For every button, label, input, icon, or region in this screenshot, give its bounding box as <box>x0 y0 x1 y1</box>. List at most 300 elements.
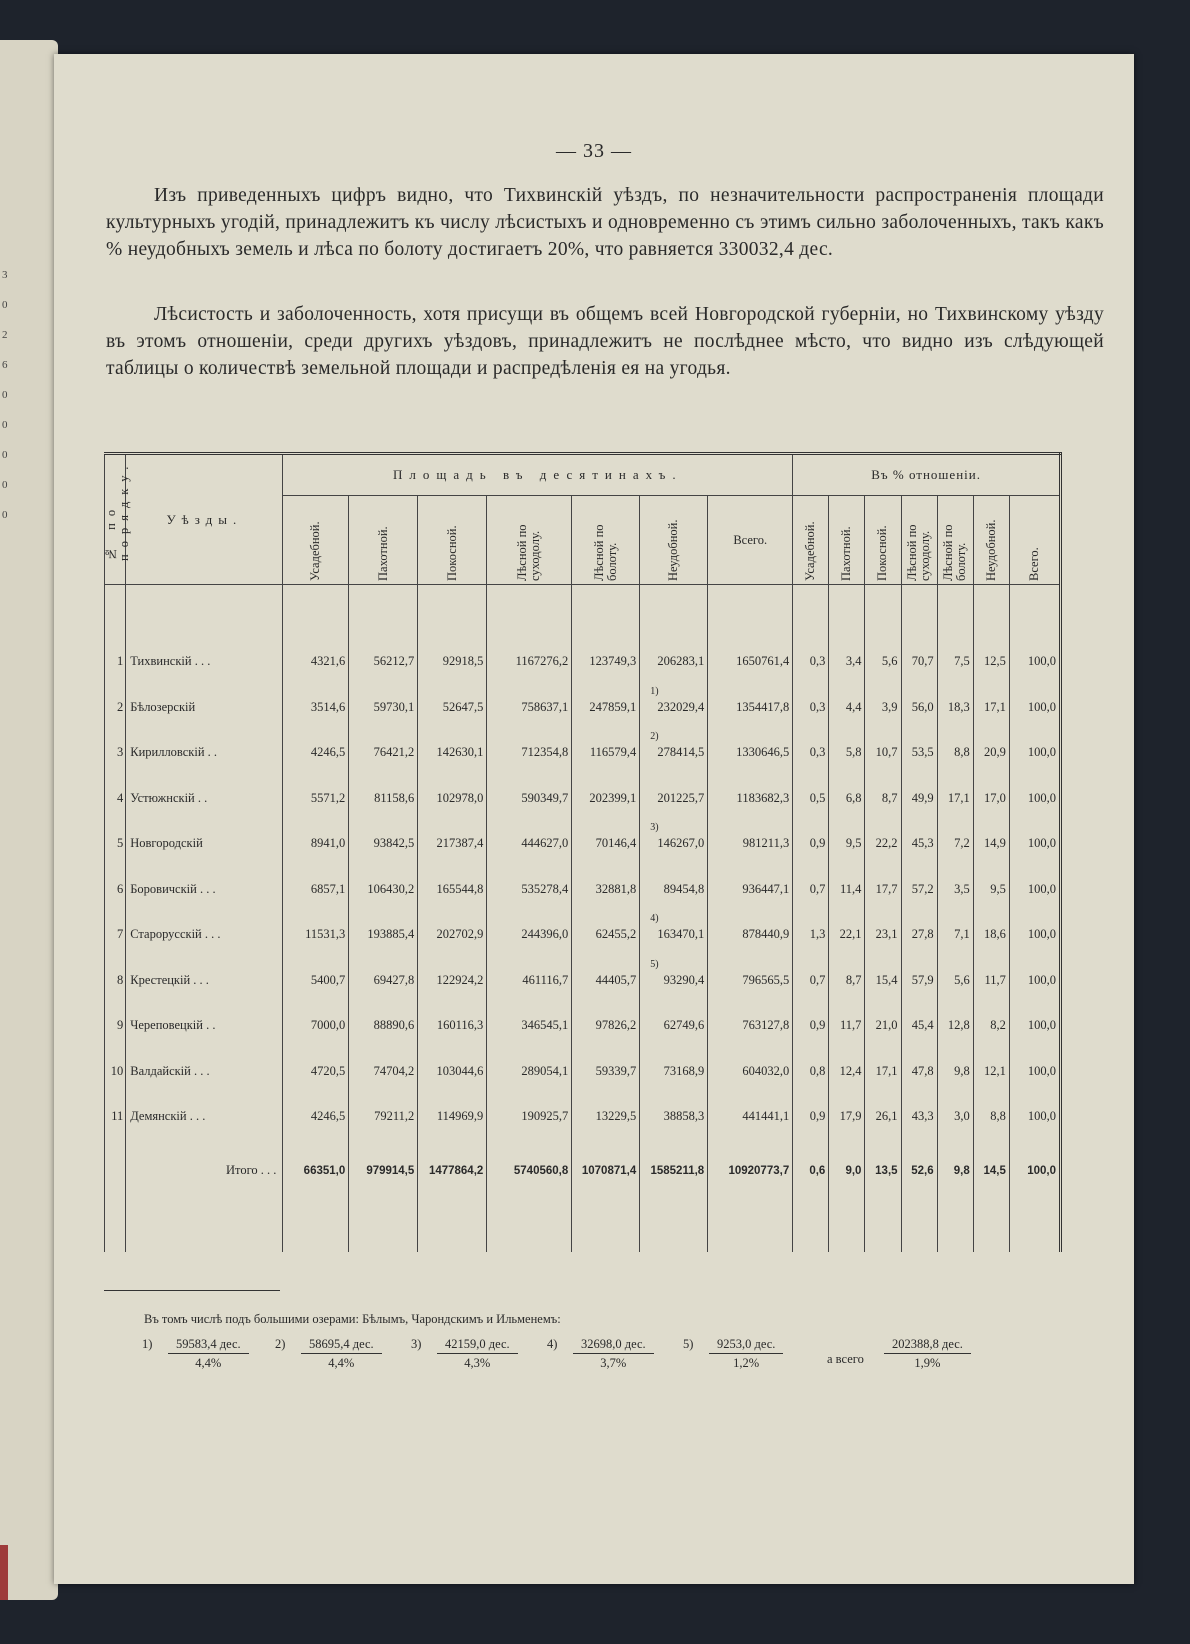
percent-value: 100,0 <box>1009 685 1060 731</box>
percent-value: 18,3 <box>937 685 973 731</box>
percent-value: 23,1 <box>865 912 901 958</box>
footnote-fraction <box>411 1337 518 1371</box>
area-value <box>487 1049 572 1095</box>
area-value <box>572 1094 640 1140</box>
district-name: Бѣлозерскій <box>126 685 283 731</box>
header-area-col: Усадебной. <box>283 496 349 585</box>
spacer-cell <box>105 1202 126 1252</box>
area-value <box>708 685 793 731</box>
percent-value: 26,1 <box>865 1094 901 1140</box>
percent-value: 5,8 <box>829 730 865 776</box>
area-value-text: 81158,6 <box>374 790 415 805</box>
area-value <box>640 821 708 867</box>
margin-mark: 0 <box>2 299 8 311</box>
district-name: Новгородскій <box>126 821 283 867</box>
area-value <box>487 867 572 913</box>
percent-value: 53,5 <box>901 730 937 776</box>
header-pct-col: Пахотной. <box>829 496 865 585</box>
area-value <box>572 1049 640 1095</box>
percent-value: 100,0 <box>1009 730 1060 776</box>
row-number: 1 <box>105 585 126 685</box>
table-total-row <box>105 1140 1061 1202</box>
area-value-text: 5571,2 <box>310 790 346 805</box>
percent-value: 45,4 <box>901 1003 937 1049</box>
paragraph-1: Изъ приведенныхъ цифръ видно, что Тихвинскій уѣздъ, по незначительности распространенія площади культурныхъ угодій, принадлежитъ къ числу лѣсистыхъ и одновременно съ этимъ сильно заболоченныхъ, такъ какъ % неудобныхъ земель и лѣса по болоту достигаетъ 20%, что равняется 330032,4 дес. <box>106 185 1104 260</box>
lake-percent: 3,7% <box>600 1356 627 1370</box>
area-value <box>487 685 572 731</box>
area-value <box>572 1140 640 1202</box>
area-value <box>487 730 572 776</box>
percent-value: 17,1 <box>973 685 1009 731</box>
row-number: 6 <box>105 867 126 913</box>
area-value-text: 4246,5 <box>310 1109 346 1124</box>
percent-value: 1,3 <box>793 912 829 958</box>
district-name: Тихвинскій . . . <box>126 585 283 685</box>
lake-area: 58695,4 дес. <box>301 1337 382 1354</box>
area-value-text: 103044,6 <box>436 1063 484 1078</box>
lake-total-area: 202388,8 дес. <box>884 1337 971 1354</box>
area-value <box>487 1140 572 1202</box>
percent-value: 3,9 <box>865 685 901 731</box>
area-value-text: 116579,4 <box>589 745 637 760</box>
percent-value: 47,8 <box>901 1049 937 1095</box>
district-name: Крестецкій . . . <box>126 958 283 1004</box>
area-value-text: 6857,1 <box>310 881 346 896</box>
footnote-fraction <box>275 1337 382 1371</box>
row-number: 4 <box>105 776 126 822</box>
spacer-cell <box>829 1202 865 1252</box>
area-value-text: 461116,7 <box>522 972 569 987</box>
percent-value: 3,4 <box>829 585 865 685</box>
area-value-text: 535278,4 <box>521 881 569 896</box>
footnote-marker: 2) <box>650 731 659 742</box>
page-number: — 33 — <box>556 140 632 162</box>
area-value <box>349 730 418 776</box>
header-row-number: № по порядку. <box>105 454 126 585</box>
percent-value: 100,0 <box>1009 776 1060 822</box>
percent-value: 12,4 <box>829 1049 865 1095</box>
area-value <box>708 1003 793 1049</box>
lake-percent: 4,4% <box>195 1356 222 1370</box>
area-value-text: 232029,4 <box>657 699 705 714</box>
header-district: Уѣзды. <box>126 454 283 585</box>
area-value-text: 62455,2 <box>595 927 637 942</box>
area-value <box>708 1094 793 1140</box>
area-value <box>708 730 793 776</box>
row-number: 3 <box>105 730 126 776</box>
area-value-text: 13229,5 <box>595 1109 637 1124</box>
percent-value: 12,1 <box>973 1049 1009 1095</box>
area-value-text: 69427,8 <box>373 972 415 987</box>
footnote-fraction <box>142 1337 249 1371</box>
header-area-col: Лѣсной по суходолу. <box>487 496 572 585</box>
area-value-text: 102978,0 <box>436 790 484 805</box>
percent-value: 17,9 <box>829 1094 865 1140</box>
percent-value: 100,0 <box>1009 1003 1060 1049</box>
spacer-cell <box>283 1202 349 1252</box>
footnote-label: 2) <box>275 1337 286 1351</box>
area-value-text: 244396,0 <box>521 927 569 942</box>
area-value-text: 202399,1 <box>589 790 637 805</box>
area-value-text: 1167276,2 <box>515 654 569 669</box>
area-value <box>487 1094 572 1140</box>
footnote-separator <box>104 1290 280 1291</box>
header-area-col: Неудобной. <box>640 496 708 585</box>
land-area-table <box>104 452 1062 1267</box>
area-value <box>708 821 793 867</box>
area-value-text: 193885,4 <box>367 927 415 942</box>
area-value <box>572 912 640 958</box>
area-value-text: 52647,5 <box>442 699 484 714</box>
area-value <box>349 776 418 822</box>
header-pct-col: Лѣсной по суходолу. <box>901 496 937 585</box>
percent-value: 6,8 <box>829 776 865 822</box>
area-value <box>487 776 572 822</box>
area-value <box>640 1049 708 1095</box>
margin-mark: 0 <box>2 449 8 461</box>
area-value <box>283 1094 349 1140</box>
percent-value: 21,0 <box>865 1003 901 1049</box>
spacer-cell <box>572 1202 640 1252</box>
area-value-text: 202702,9 <box>436 927 484 942</box>
area-value <box>349 585 418 685</box>
area-value-text: 4720,5 <box>310 1063 346 1078</box>
percent-value: 14,9 <box>973 821 1009 867</box>
table-row <box>105 585 1061 685</box>
area-value-text: 1070871,4 <box>581 1164 637 1177</box>
area-value-text: 142630,1 <box>436 745 484 760</box>
district-name: Валдайскій . . . <box>126 1049 283 1095</box>
area-value <box>349 685 418 731</box>
area-value-text: 165544,8 <box>436 881 484 896</box>
percent-value: 10,7 <box>865 730 901 776</box>
book-spine <box>0 1545 8 1600</box>
footnote-label: 5) <box>683 1337 694 1351</box>
percent-value: 0,9 <box>793 1094 829 1140</box>
header-pct-col: Неудобной. <box>973 496 1009 585</box>
paragraph-2: Лѣсистость и заболоченность, хотя присущи въ общемъ всей Новгородской губерніи, но Тихвинскому уѣзду въ этомъ отношеніи, среди другихъ уѣздовъ, принадлежитъ не послѣднее мѣсто, что видно изъ слѣдующей таблицы о количествѣ земельной площади и распредѣленія ея на угодья. <box>106 304 1104 379</box>
area-value-text: 114969,9 <box>436 1109 484 1124</box>
spacer-cell <box>901 1202 937 1252</box>
percent-value: 8,7 <box>865 776 901 822</box>
area-value-text: 796565,5 <box>742 972 790 987</box>
area-value-text: 11531,3 <box>305 927 346 942</box>
header-pct-col: Усадебной. <box>793 496 829 585</box>
area-value <box>283 821 349 867</box>
area-value <box>349 867 418 913</box>
area-value-text: 89454,8 <box>663 881 705 896</box>
area-value <box>349 821 418 867</box>
percent-value: 7,5 <box>937 585 973 685</box>
area-value-text: 590349,7 <box>521 790 569 805</box>
area-value-text: 73168,9 <box>663 1063 705 1078</box>
table-row <box>105 821 1061 867</box>
footnote-marker: 5) <box>650 958 659 970</box>
percent-value: 100,0 <box>1009 867 1060 913</box>
percent-value: 9,5 <box>829 821 865 867</box>
table-row <box>105 958 1061 1004</box>
area-value-text: 278414,5 <box>657 745 705 760</box>
table-row <box>105 867 1061 913</box>
area-value <box>349 912 418 958</box>
spacer-cell <box>640 1202 708 1252</box>
percent-value: 100,0 <box>1009 821 1060 867</box>
table-row <box>105 1049 1061 1095</box>
header-area-col: Лѣсной по болоту. <box>572 496 640 585</box>
area-value <box>708 776 793 822</box>
area-value-text: 66351,0 <box>303 1164 346 1177</box>
area-value-text: 4321,6 <box>310 654 346 669</box>
percent-value: 7,2 <box>937 821 973 867</box>
row-number: 5 <box>105 821 126 867</box>
area-value-text: 346545,1 <box>521 1018 569 1033</box>
percent-value: 0,8 <box>793 1049 829 1095</box>
row-number: 7 <box>105 912 126 958</box>
row-number: 2 <box>105 685 126 731</box>
footnote-label: 4) <box>547 1337 558 1351</box>
percent-value: 12,5 <box>973 585 1009 685</box>
area-value <box>487 585 572 685</box>
area-value <box>640 912 708 958</box>
percent-value: 0,7 <box>793 867 829 913</box>
area-value-text: 936447,1 <box>742 881 790 896</box>
table-row <box>105 912 1061 958</box>
percent-value: 0,6 <box>793 1140 829 1202</box>
percent-value: 9,8 <box>937 1140 973 1202</box>
percent-value: 7,1 <box>937 912 973 958</box>
footnote-fraction <box>683 1337 783 1371</box>
area-value <box>418 1049 487 1095</box>
area-value <box>487 912 572 958</box>
area-value <box>572 821 640 867</box>
district-name: Итого . . . <box>126 1140 283 1202</box>
area-value <box>640 776 708 822</box>
percent-value: 100,0 <box>1009 1140 1060 1202</box>
area-value-text: 878440,9 <box>742 927 790 942</box>
percent-value: 0,9 <box>793 1003 829 1049</box>
percent-value: 22,1 <box>829 912 865 958</box>
spacer-cell <box>937 1202 973 1252</box>
header-area-col: Всего. <box>708 496 793 585</box>
area-value <box>418 821 487 867</box>
header-area-col: Пахотной. <box>349 496 418 585</box>
spacer-cell <box>349 1202 418 1252</box>
footnote-total-fraction <box>884 1337 971 1371</box>
footnote-total-label: а всего <box>827 1352 864 1366</box>
area-value <box>283 1003 349 1049</box>
area-value-text: 44405,7 <box>595 972 637 987</box>
area-value <box>283 1140 349 1202</box>
percent-value: 11,7 <box>829 1003 865 1049</box>
footnote-marker: 4) <box>650 913 659 924</box>
area-value <box>640 685 708 731</box>
area-value <box>640 1140 708 1202</box>
area-value <box>708 1140 793 1202</box>
percent-value: 22,2 <box>865 821 901 867</box>
percent-value: 49,9 <box>901 776 937 822</box>
area-value <box>572 730 640 776</box>
area-value-text: 56212,7 <box>373 654 415 669</box>
area-value-text: 444627,0 <box>521 836 569 851</box>
percent-value: 57,9 <box>901 958 937 1004</box>
area-value-text: 76421,2 <box>373 745 415 760</box>
area-value <box>708 1049 793 1095</box>
area-value-text: 758637,1 <box>521 699 569 714</box>
lake-percent: 4,4% <box>328 1356 355 1370</box>
area-value <box>708 958 793 1004</box>
area-value <box>572 685 640 731</box>
spacer-cell <box>1009 1202 1060 1252</box>
percent-value: 12,8 <box>937 1003 973 1049</box>
area-value-text: 7000,0 <box>310 1018 346 1033</box>
header-area-group: Площадь въ десятинахъ. <box>283 454 793 496</box>
margin-mark: 0 <box>2 389 8 401</box>
lake-area: 59583,4 дес. <box>168 1337 249 1354</box>
area-value-text: 604032,0 <box>742 1063 790 1078</box>
percent-value: 5,6 <box>937 958 973 1004</box>
area-value-text: 1650761,4 <box>736 654 790 669</box>
district-name: Старорусскій . . . <box>126 912 283 958</box>
footnote-marker: 3) <box>650 822 659 833</box>
percent-value: 8,2 <box>973 1003 1009 1049</box>
area-value-text: 62749,6 <box>663 1018 705 1033</box>
area-value-text: 441441,1 <box>742 1109 790 1124</box>
percent-value: 3,0 <box>937 1094 973 1140</box>
percent-value: 52,6 <box>901 1140 937 1202</box>
header-pct-col: Лѣсной по болоту. <box>937 496 973 585</box>
area-value <box>640 958 708 1004</box>
table-row <box>105 1094 1061 1140</box>
area-value <box>487 821 572 867</box>
spacer-cell <box>865 1202 901 1252</box>
row-number <box>105 1140 126 1202</box>
area-value-text: 122924,2 <box>436 972 484 987</box>
area-value <box>283 730 349 776</box>
margin-mark: 0 <box>2 479 8 491</box>
area-value <box>708 585 793 685</box>
area-value <box>418 730 487 776</box>
area-value-text: 206283,1 <box>657 654 705 669</box>
area-value <box>640 730 708 776</box>
area-value <box>283 685 349 731</box>
percent-value: 27,8 <box>901 912 937 958</box>
percent-value: 0,3 <box>793 730 829 776</box>
percent-value: 3,5 <box>937 867 973 913</box>
area-value-text: 289054,1 <box>521 1063 569 1078</box>
table-row <box>105 776 1061 822</box>
lake-area: 9253,0 дес. <box>709 1337 783 1354</box>
area-value-text: 92918,5 <box>442 654 484 669</box>
percent-value: 8,8 <box>937 730 973 776</box>
area-value-text: 123749,3 <box>589 654 637 669</box>
percent-value: 100,0 <box>1009 585 1060 685</box>
area-value-text: 763127,8 <box>742 1018 790 1033</box>
area-value-text: 38858,3 <box>663 1109 705 1124</box>
district-name: Кирилловскій . . <box>126 730 283 776</box>
area-value-text: 10920773,7 <box>728 1164 790 1177</box>
percent-value: 11,7 <box>973 958 1009 1004</box>
lake-percent: 4,3% <box>464 1356 491 1370</box>
area-value <box>349 1003 418 1049</box>
margin-mark: 6 <box>2 359 8 371</box>
area-value-text: 146267,0 <box>657 836 705 851</box>
footnote-text: Въ томъ числѣ подъ большими озерами: Бѣлымъ, Чарондскимъ и Ильменемъ: <box>144 1312 561 1326</box>
percent-value: 17,1 <box>865 1049 901 1095</box>
area-value <box>418 1140 487 1202</box>
margin-mark: 2 <box>2 329 8 341</box>
table-row <box>105 685 1061 731</box>
percent-value: 17,0 <box>973 776 1009 822</box>
area-value-text: 4246,5 <box>310 745 346 760</box>
area-value <box>572 867 640 913</box>
footnote-fraction <box>547 1337 654 1371</box>
margin-mark: 3 <box>2 269 8 281</box>
area-value-text: 106430,2 <box>367 881 415 896</box>
percent-value: 17,7 <box>865 867 901 913</box>
percent-value: 17,1 <box>937 776 973 822</box>
area-value <box>418 867 487 913</box>
area-value-text: 93842,5 <box>373 836 415 851</box>
area-value <box>572 958 640 1004</box>
area-value-text: 981211,3 <box>742 836 790 851</box>
area-value <box>640 1094 708 1140</box>
area-value-text: 712354,8 <box>521 745 569 760</box>
percent-value: 57,2 <box>901 867 937 913</box>
area-value-text: 5400,7 <box>310 972 346 987</box>
previous-page-marks <box>2 260 8 530</box>
percent-value: 100,0 <box>1009 1094 1060 1140</box>
margin-mark: 0 <box>2 509 8 521</box>
header-area-col: Покосной. <box>418 496 487 585</box>
area-value <box>418 1003 487 1049</box>
area-value-text: 1183682,3 <box>736 790 790 805</box>
percent-value: 5,6 <box>865 585 901 685</box>
percent-value: 4,4 <box>829 685 865 731</box>
area-value <box>640 1003 708 1049</box>
area-value <box>572 585 640 685</box>
area-value-text: 217387,4 <box>436 836 484 851</box>
row-number: 11 <box>105 1094 126 1140</box>
previous-page-edge <box>0 40 58 1600</box>
margin-mark: 0 <box>2 419 8 431</box>
area-value <box>418 776 487 822</box>
area-value-text: 5740560,8 <box>513 1164 569 1177</box>
district-name: Демянскій . . . <box>126 1094 283 1140</box>
area-value <box>283 776 349 822</box>
area-value <box>418 912 487 958</box>
percent-value: 56,0 <box>901 685 937 731</box>
spacer-cell <box>973 1202 1009 1252</box>
lake-area: 42159,0 дес. <box>437 1337 518 1354</box>
percent-value: 14,5 <box>973 1140 1009 1202</box>
table-row <box>105 730 1061 776</box>
area-value-text: 1477864,2 <box>428 1164 484 1177</box>
area-value-text: 160116,3 <box>436 1018 484 1033</box>
percent-value: 100,0 <box>1009 912 1060 958</box>
area-value <box>283 958 349 1004</box>
area-value <box>418 585 487 685</box>
percent-value: 18,6 <box>973 912 1009 958</box>
percent-value: 0,5 <box>793 776 829 822</box>
book-page <box>54 54 1134 1584</box>
percent-value: 70,7 <box>901 585 937 685</box>
area-value-text: 59339,7 <box>595 1063 637 1078</box>
table-row <box>105 1003 1061 1049</box>
percent-value: 0,9 <box>793 821 829 867</box>
area-value <box>708 867 793 913</box>
area-value <box>487 958 572 1004</box>
row-number: 10 <box>105 1049 126 1095</box>
